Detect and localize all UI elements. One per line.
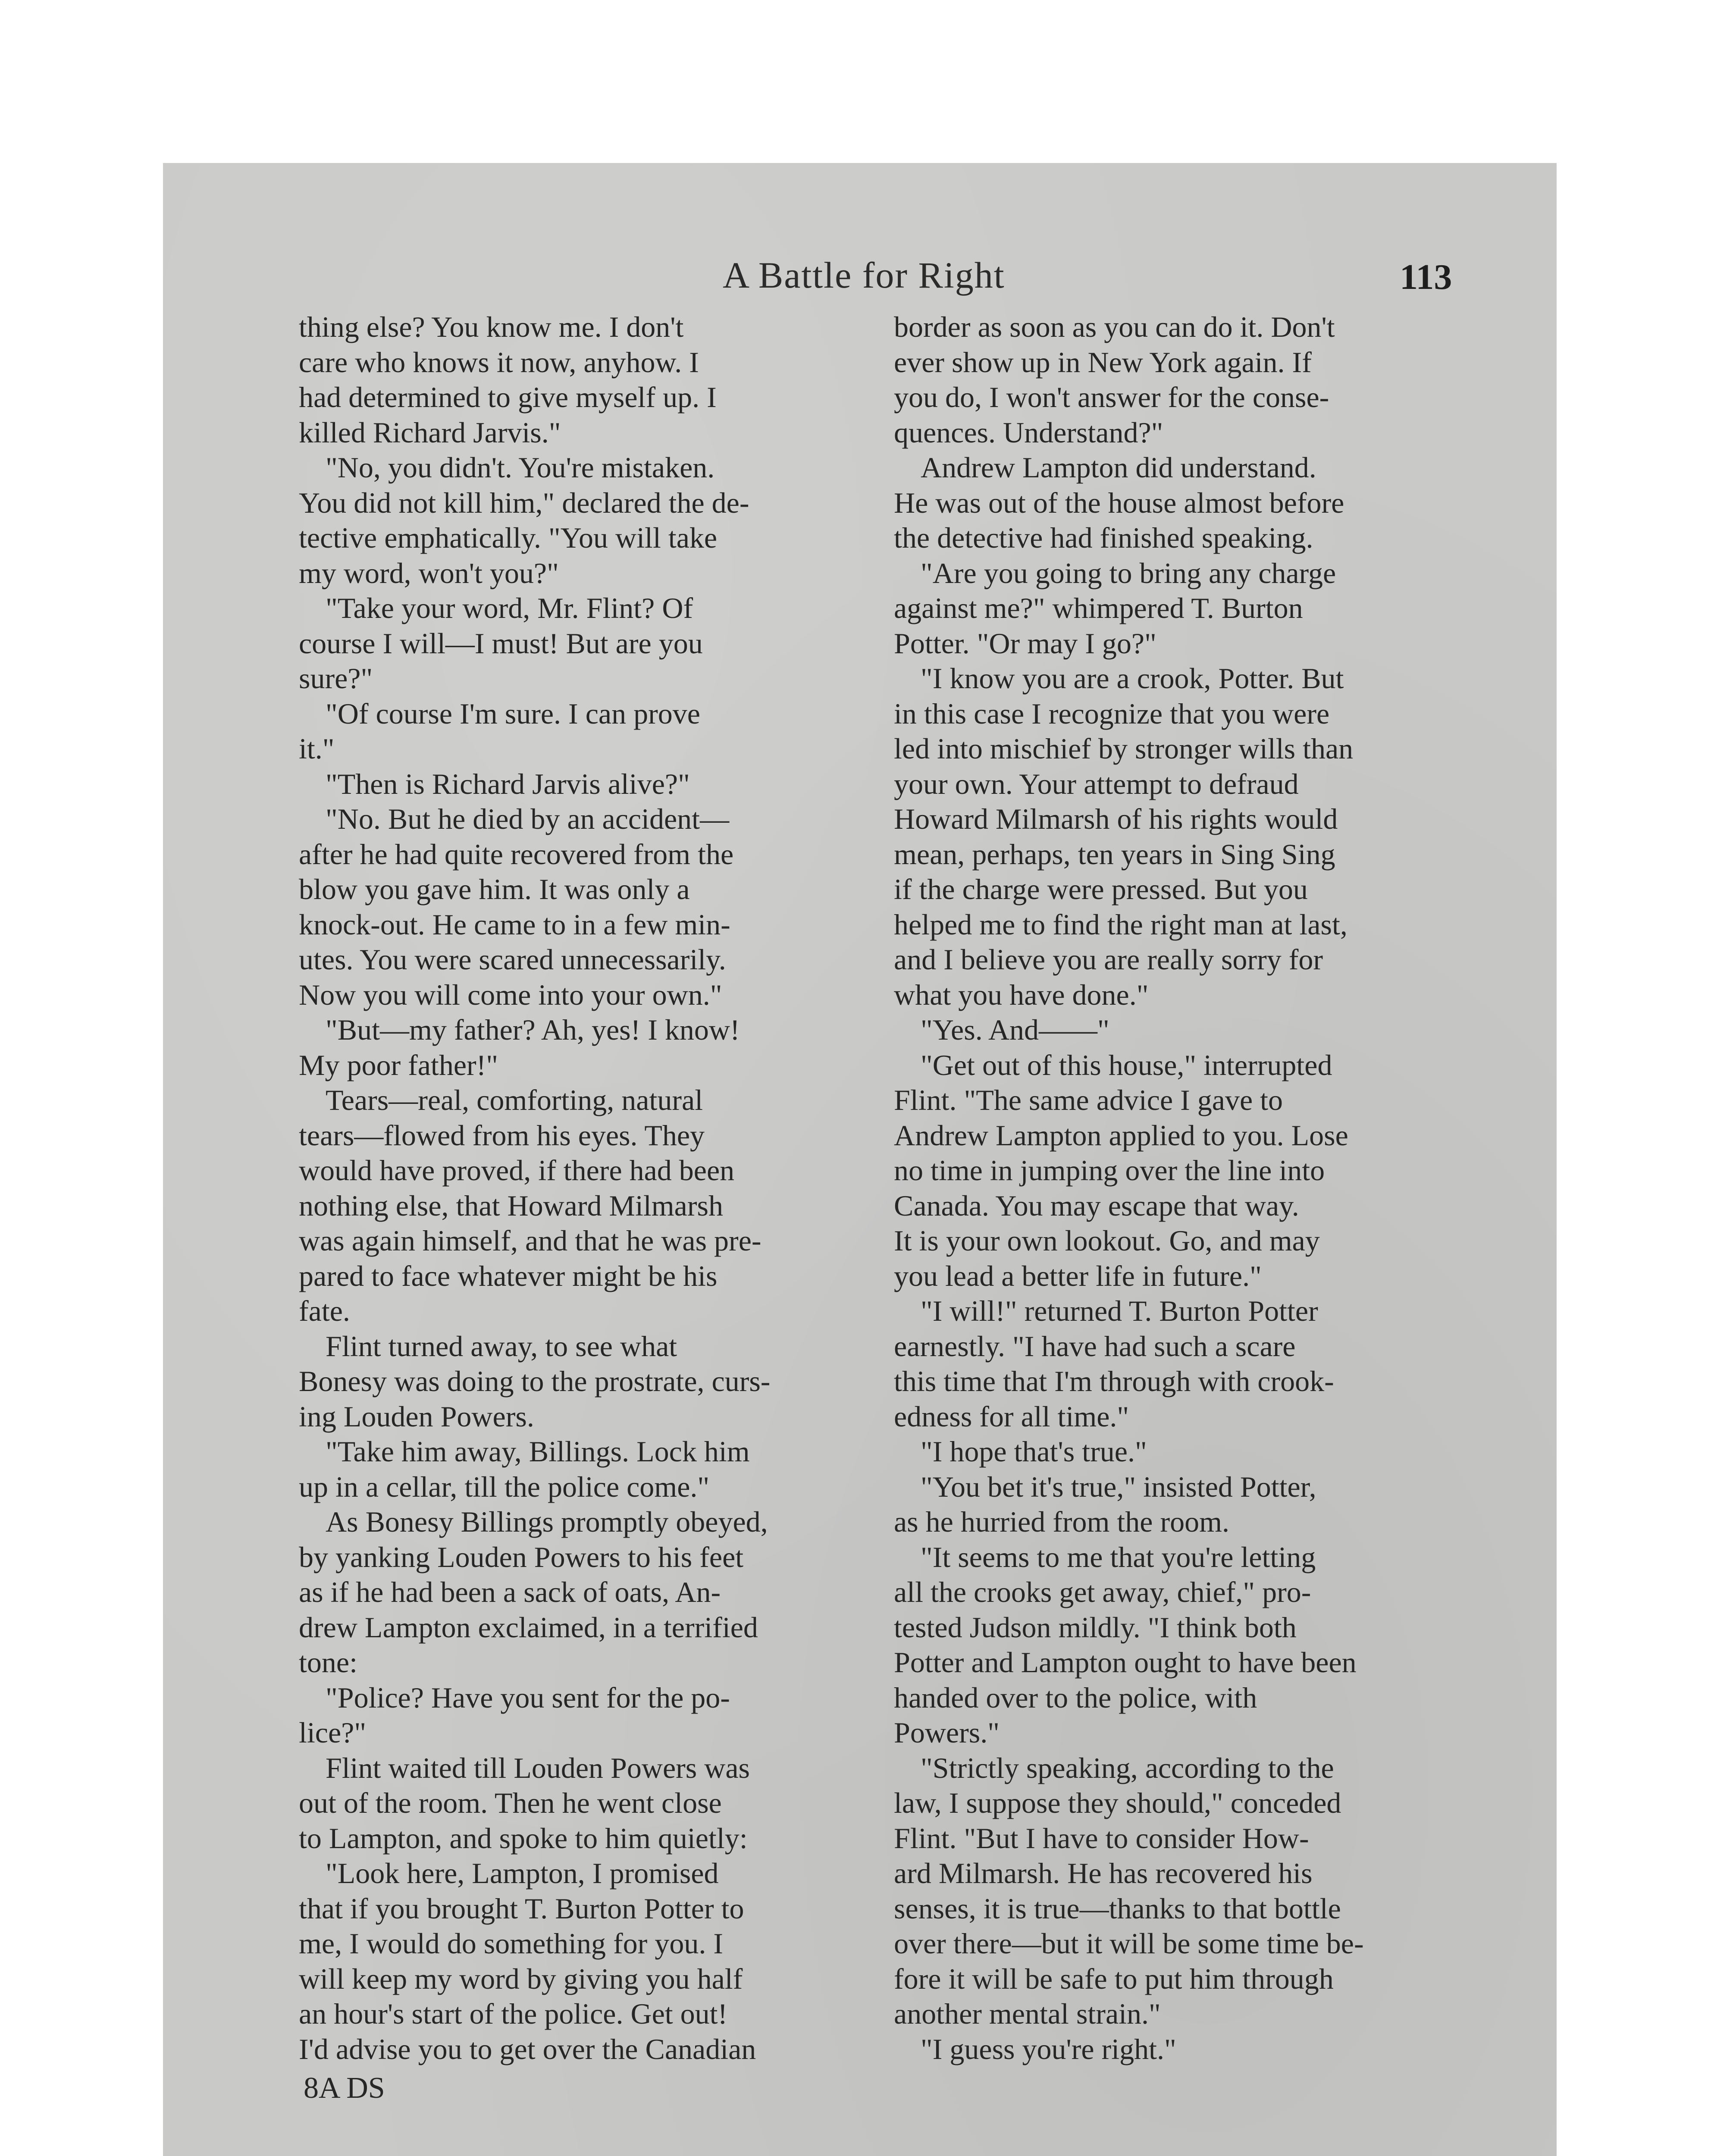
text-line: fate. (299, 1294, 350, 1327)
text-line: this time that I'm through with crook- (894, 1365, 1334, 1398)
text-line: "No, you didn't. You're mistaken. (326, 451, 715, 484)
text-line: course I will—I must! But are you (299, 627, 703, 660)
text-line: led into mischief by stronger wills than (894, 732, 1354, 765)
text-line: my word, won't you?" (299, 556, 559, 589)
running-title: A Battle for Right (723, 254, 1005, 296)
text-line: law, I suppose they should," conceded (894, 1786, 1341, 1819)
text-line: "Yes. And——" (921, 1013, 1109, 1046)
text-line: as he hurried from the room. (894, 1505, 1229, 1538)
text-line: ard Milmarsh. He has recovered his (894, 1857, 1313, 1890)
text-line: tone: (299, 1646, 357, 1679)
text-line: ever show up in New York again. If (894, 345, 1312, 379)
text-line: what you have done." (894, 978, 1149, 1011)
text-line: senses, it is true—thanks to that bottle (894, 1892, 1341, 1925)
text-line: utes. You were scared unnecessarily. (299, 943, 726, 976)
text-line: "Take your word, Mr. Flint? Of (326, 592, 693, 624)
text-line: Andrew Lampton did understand. (921, 451, 1316, 484)
text-line: quences. Understand?" (894, 416, 1163, 449)
text-line: I'd advise you to get over the Canadian (299, 2032, 756, 2065)
text-line: out of the room. Then he went close (299, 1786, 722, 1819)
text-line: "You bet it's true," insisted Potter, (921, 1470, 1316, 1503)
text-line: thing else? You know me. I don't (299, 310, 684, 343)
text-line: in this case I recognize that you were (894, 697, 1330, 730)
text-line: by yanking Louden Powers to his feet (299, 1540, 744, 1573)
text-line: "Get out of this house," interrupted (921, 1048, 1332, 1081)
text-line: Andrew Lampton applied to you. Lose (894, 1119, 1348, 1152)
text-line: killed Richard Jarvis." (299, 416, 561, 449)
text-line: Potter and Lampton ought to have been (894, 1646, 1357, 1679)
text-line: tective emphatically. "You will take (299, 521, 718, 554)
text-column-left (299, 310, 843, 2067)
text-line: fore it will be safe to put him through (894, 1962, 1334, 1995)
text-line: Tears—real, comforting, natural (326, 1084, 703, 1116)
text-line: tears—flowed from his eyes. They (299, 1119, 705, 1152)
text-line: He was out of the house almost before (894, 486, 1344, 519)
text-line: that if you brought T. Burton Potter to (299, 1892, 744, 1925)
text-line: "Take him away, Billings. Lock him (326, 1435, 750, 1468)
text-line: "Police? Have you sent for the po- (326, 1681, 730, 1714)
text-line: it." (299, 732, 335, 765)
text-line: "But—my father? Ah, yes! I know! (326, 1013, 740, 1046)
text-line: "I guess you're right." (921, 2032, 1176, 2065)
text-line: "Strictly speaking, according to the (921, 1751, 1334, 1784)
text-line: sure?" (299, 662, 373, 695)
text-line: As Bonesy Billings promptly obeyed, (326, 1505, 768, 1538)
text-line: and I believe you are really sorry for (894, 943, 1323, 976)
text-line: you lead a better life in future." (894, 1259, 1262, 1292)
text-line: "I know you are a crook, Potter. But (921, 662, 1344, 695)
text-line: nothing else, that Howard Milmarsh (299, 1189, 723, 1222)
text-line: lice?" (299, 1716, 367, 1749)
text-line: against me?" whimpered T. Burton (894, 592, 1303, 624)
text-line: "Of course I'm sure. I can prove (326, 697, 700, 730)
text-line: me, I would do something for you. I (299, 1927, 723, 1960)
text-line: over there—but it will be some time be- (894, 1927, 1364, 1960)
text-line: care who knows it now, anyhow. I (299, 345, 699, 379)
text-line: border as soon as you can do it. Don't (894, 310, 1335, 343)
text-line: to Lampton, and spoke to him quietly: (299, 1821, 748, 1855)
text-line: "Look here, Lampton, I promised (326, 1857, 719, 1890)
text-line: edness for all time." (894, 1400, 1129, 1433)
text-line: Now you will come into your own." (299, 978, 722, 1011)
text-line: tested Judson mildly. "I think both (894, 1611, 1297, 1644)
text-line: pared to face whatever might be his (299, 1259, 718, 1292)
text-line: Flint turned away, to see what (326, 1329, 677, 1363)
text-line: Flint. "The same advice I gave to (894, 1084, 1283, 1116)
text-line: "Are you going to bring any charge (921, 556, 1336, 589)
text-line: all the crooks get away, chief," pro- (894, 1576, 1311, 1608)
text-line: "Then is Richard Jarvis alive?" (326, 767, 690, 800)
text-line: ing Louden Powers. (299, 1400, 534, 1433)
text-line: "It seems to me that you're letting (921, 1540, 1316, 1573)
text-line: Flint waited till Louden Powers was (326, 1751, 750, 1784)
scanned-book-page (163, 163, 1557, 2156)
text-line: handed over to the police, with (894, 1681, 1257, 1714)
text-line: was again himself, and that he was pre- (299, 1224, 761, 1257)
text-line: mean, perhaps, ten years in Sing Sing (894, 837, 1335, 871)
printer-signature-mark: 8A DS (304, 2071, 385, 2105)
text-line: knock-out. He came to in a few min- (299, 908, 730, 941)
text-line: as if he had been a sack of oats, An- (299, 1576, 721, 1608)
text-line: blow you gave him. It was only a (299, 873, 690, 906)
text-line: if the charge were pressed. But you (894, 873, 1308, 906)
text-line: "I hope that's true." (921, 1435, 1147, 1468)
text-line: no time in jumping over the line into (894, 1154, 1325, 1187)
text-line: after he had quite recovered from the (299, 837, 734, 871)
text-line: Bonesy was doing to the prostrate, curs- (299, 1365, 771, 1398)
text-line: had determined to give myself up. I (299, 381, 717, 414)
text-line: would have proved, if there had been (299, 1154, 735, 1187)
text-line: Canada. You may escape that way. (894, 1189, 1299, 1222)
text-line: Flint. "But I have to consider How- (894, 1821, 1309, 1855)
text-line: your own. Your attempt to defraud (894, 767, 1299, 800)
text-line: an hour's start of the police. Get out! (299, 1997, 728, 2030)
text-line: My poor father!" (299, 1048, 498, 1081)
text-line: another mental strain." (894, 1997, 1161, 2030)
text-line: earnestly. "I have had such a scare (894, 1329, 1296, 1363)
text-line: drew Lampton exclaimed, in a terrified (299, 1611, 758, 1644)
text-line: will keep my word by giving you half (299, 1962, 743, 1995)
text-column-right (894, 310, 1438, 2067)
text-line: Howard Milmarsh of his rights would (894, 802, 1338, 835)
page-number: 113 (1400, 257, 1452, 297)
text-line: up in a cellar, till the police come." (299, 1470, 710, 1503)
text-line: helped me to find the right man at last, (894, 908, 1347, 941)
text-line: "I will!" returned T. Burton Potter (921, 1294, 1318, 1327)
text-line: It is your own lookout. Go, and may (894, 1224, 1320, 1257)
text-line: Powers." (894, 1716, 1000, 1749)
text-line: Potter. "Or may I go?" (894, 627, 1156, 660)
text-line: You did not kill him," declared the de- (299, 486, 749, 519)
text-line: you do, I won't answer for the conse- (894, 381, 1329, 414)
text-line: "No. But he died by an accident— (326, 802, 730, 835)
text-line: the detective had finished speaking. (894, 521, 1313, 554)
